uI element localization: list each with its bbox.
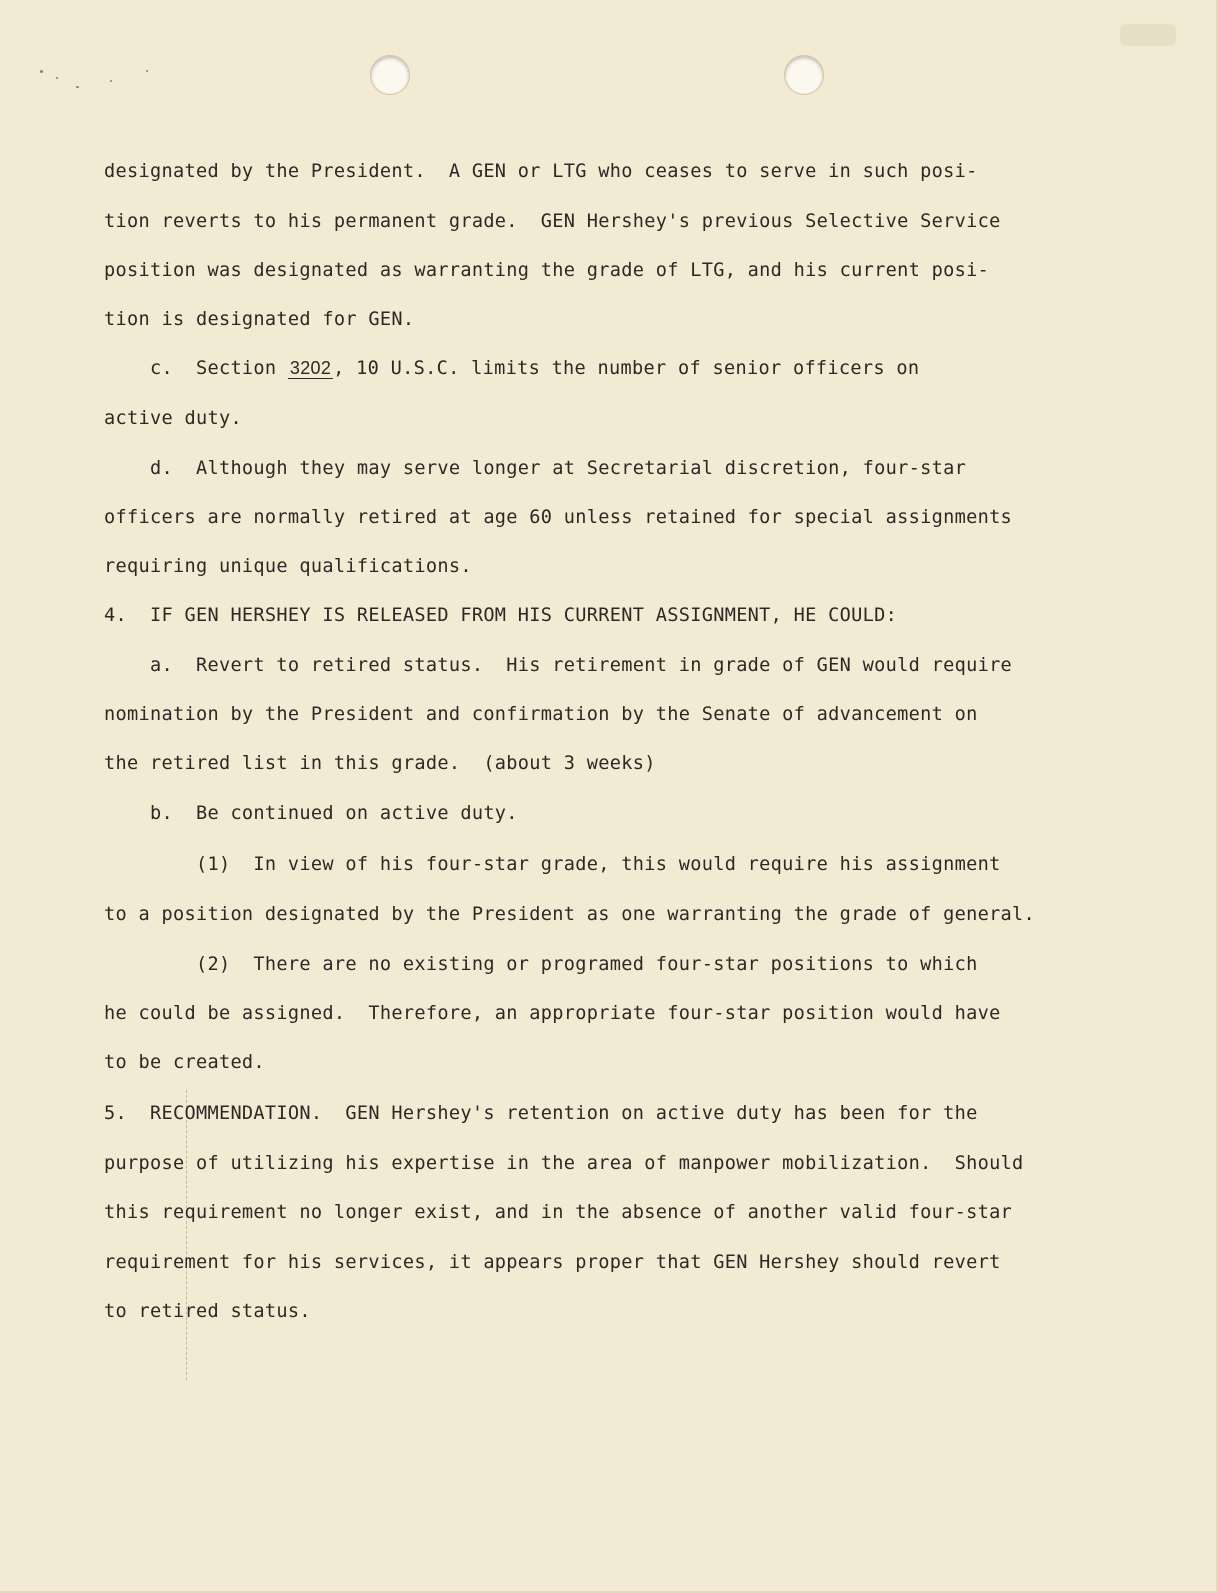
text-line: position was designated as warranting the grade of LTG, and his current posi- — [104, 260, 990, 281]
text-line: to a position designated by the President as one warranting the grade of general. — [104, 904, 1036, 925]
text-line: (2) There are no existing or programed four-star positions to which — [104, 954, 978, 975]
text-line: a. Revert to retired status. His retirement in grade of GEN would require — [104, 655, 1013, 676]
paragraph-c-prefix: c. Section — [104, 358, 288, 379]
text-line: (1) In view of his four-star grade, this would require his assignment — [104, 854, 1001, 875]
text-line: officers are normally retired at age 60 unless retained for special assignments — [104, 507, 1013, 528]
text-line: to be created. — [104, 1052, 265, 1073]
text-line: requiring unique qualifications. — [104, 556, 472, 577]
text-line: d. Although they may serve longer at Secretarial discretion, four-star — [104, 458, 967, 479]
text-line: designated by the President. A GEN or LTG who ceases to serve in such posi- — [104, 161, 978, 182]
text-line: active duty. — [104, 408, 242, 429]
text-line: the retired list in this grade. (about 3 weeks) — [104, 753, 656, 774]
section-number-blank: 3202 — [289, 358, 332, 378]
text-line: purpose of utilizing his expertise in the area of manpower mobilization. Should — [104, 1153, 1024, 1174]
section-5-heading: 5. RECOMMENDATION. GEN Hershey's retention on active duty has been for the — [104, 1103, 978, 1124]
text-line: this requirement no longer exist, and in the absence of another valid four-star — [104, 1202, 1013, 1223]
text-line: tion is designated for GEN. — [104, 309, 415, 330]
text-line: he could be assigned. Therefore, an appropriate four-star position would have — [104, 1003, 1001, 1024]
text-line: tion reverts to his permanent grade. GEN Hershey's previous Selective Service — [104, 211, 1001, 232]
text-line: nomination by the President and confirmation by the Senate of advancement on — [104, 704, 978, 725]
text-line: to retired status. — [104, 1301, 311, 1322]
text-line: b. Be continued on active duty. — [104, 803, 518, 824]
section-4-heading: 4. IF GEN HERSHEY IS RELEASED FROM HIS CURRENT ASSIGNMENT, HE COULD: — [104, 605, 898, 626]
text-line: requirement for his services, it appears proper that GEN Hershey should revert — [104, 1252, 1001, 1273]
paragraph-c-line — [104, 358, 919, 380]
paragraph-c-suffix: , 10 U.S.C. limits the number of senior officers on — [333, 358, 920, 379]
